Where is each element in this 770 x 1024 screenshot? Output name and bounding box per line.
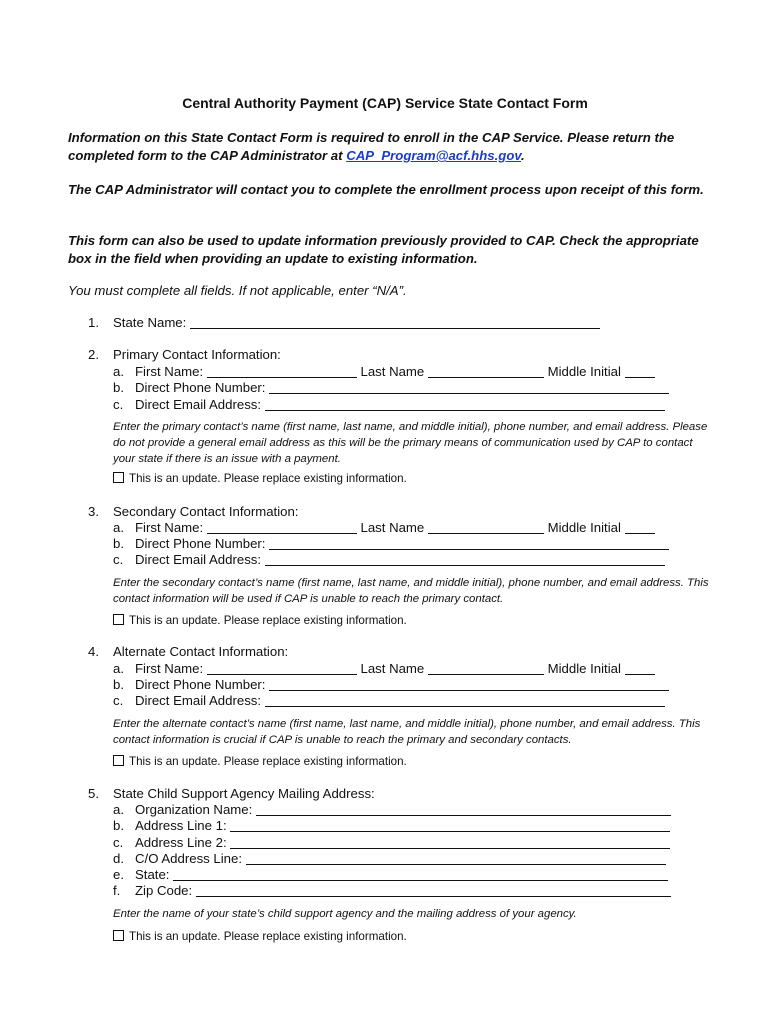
co-address-field[interactable] [246, 852, 666, 865]
intro-end: . [521, 148, 525, 163]
primary-update-checkbox[interactable] [113, 472, 124, 483]
alternate-update-checkbox-row[interactable] [113, 755, 407, 768]
intro-paragraph-2: The CAP Administrator will contact you to complete the enrollment process upon receipt of this form. [68, 182, 704, 197]
alternate-middle-initial-field[interactable] [625, 662, 655, 675]
letter-e: e. [113, 867, 124, 882]
last-name-label: Last Name [360, 520, 425, 535]
letter-c: c. [113, 693, 124, 708]
alternate-first-name-field[interactable] [207, 662, 357, 675]
address-line-2-field[interactable] [230, 836, 670, 849]
alternate-phone-field[interactable] [269, 678, 669, 691]
email-link[interactable]: CAP_Program@acf.hhs.gov [346, 148, 522, 163]
state-name-row [113, 315, 600, 330]
zip-label: Zip Code: [135, 883, 193, 898]
section-3-number: 3. [88, 504, 99, 519]
primary-middle-initial-field[interactable] [625, 365, 655, 378]
alternate-email-row [113, 693, 665, 708]
letter-b: b. [113, 818, 124, 833]
letter-a: a. [113, 802, 124, 817]
section-2-number: 2. [88, 347, 99, 362]
email-label: Direct Email Address: [135, 693, 262, 708]
address-line-2-row [113, 835, 670, 850]
section-3-note: Enter the secondary contact’s name (first name, last name, and middle initial), phone number, and email address. This contact information will be used if CAP is unable to reach the primary contact. [113, 577, 709, 605]
letter-c: c. [113, 552, 124, 567]
section-3-heading: Secondary Contact Information: [113, 504, 299, 519]
secondary-name-row [113, 520, 655, 535]
section-4-note: Enter the alternate contact’s name (first name, last name, and middle initial), phone number, and email address. This contact information is crucial if CAP is unable to reach the primary and secondary contacts. [113, 718, 701, 746]
address-line-1-row [113, 818, 670, 833]
org-name-label: Organization Name: [135, 802, 253, 817]
primary-first-name-field[interactable] [207, 365, 357, 378]
update-label: This is an update. Please replace existing information. [129, 755, 407, 768]
phone-label: Direct Phone Number: [135, 536, 266, 551]
zip-row [113, 883, 671, 898]
primary-name-row [113, 364, 655, 379]
last-name-label: Last Name [360, 661, 425, 676]
primary-phone-row [113, 380, 669, 395]
secondary-update-checkbox-row[interactable] [113, 614, 407, 627]
letter-a: a. [113, 661, 124, 676]
alternate-update-checkbox[interactable] [113, 755, 124, 766]
letter-b: b. [113, 380, 124, 395]
section-4-number: 4. [88, 644, 99, 659]
org-name-field[interactable] [256, 803, 671, 816]
last-name-label: Last Name [360, 364, 425, 379]
secondary-phone-row [113, 536, 669, 551]
alternate-phone-row [113, 677, 669, 692]
secondary-first-name-field[interactable] [207, 521, 357, 534]
zip-field[interactable] [196, 884, 671, 897]
secondary-phone-field[interactable] [269, 537, 669, 550]
first-name-label: First Name: [135, 364, 204, 379]
alternate-last-name-field[interactable] [428, 662, 544, 675]
letter-b: b. [113, 536, 124, 551]
section-2-heading: Primary Contact Information: [113, 347, 281, 362]
update-label: This is an update. Please replace existing information. [129, 614, 407, 627]
primary-last-name-field[interactable] [428, 365, 544, 378]
state-label: State: [135, 867, 170, 882]
state-field[interactable] [173, 868, 668, 881]
intro-text-1: Information on this State Contact Form is required to enroll in the CAP Service. Please return the completed form to the CAP Administrator at [68, 130, 675, 163]
secondary-last-name-field[interactable] [428, 521, 544, 534]
letter-d: d. [113, 851, 124, 866]
middle-initial-label: Middle Initial [547, 661, 621, 676]
secondary-email-row [113, 552, 665, 567]
primary-update-checkbox-row[interactable] [113, 472, 407, 485]
email-label: Direct Email Address: [135, 397, 262, 412]
middle-initial-label: Middle Initial [547, 520, 621, 535]
letter-a: a. [113, 364, 124, 379]
first-name-label: First Name: [135, 520, 204, 535]
address-line-1-field[interactable] [230, 819, 670, 832]
intro-paragraph-1 [68, 129, 708, 165]
alternate-name-row [113, 661, 655, 676]
letter-b: b. [113, 677, 124, 692]
first-name-label: First Name: [135, 661, 204, 676]
primary-phone-field[interactable] [269, 381, 669, 394]
letter-a: a. [113, 520, 124, 535]
phone-label: Direct Phone Number: [135, 677, 266, 692]
section-4-heading: Alternate Contact Information: [113, 644, 289, 659]
state-name-field[interactable] [190, 316, 600, 329]
page-title: Central Authority Payment (CAP) Service State Contact Form [182, 95, 588, 111]
section-5-heading: State Child Support Agency Mailing Address: [113, 786, 375, 801]
secondary-middle-initial-field[interactable] [625, 521, 655, 534]
state-row [113, 867, 668, 882]
email-label: Direct Email Address: [135, 552, 262, 567]
address-line-1-label: Address Line 1: [135, 818, 227, 833]
section-5-number: 5. [88, 786, 99, 801]
section-2-note: Enter the primary contact’s name (first name, last name, and middle initial), phone number, and email address. Please do not provide a general email address as this will be the primary means of communication used by CAP to contact your state if there is an issue with a payment. [113, 421, 708, 465]
section-1-number: 1. [88, 315, 99, 330]
update-label: This is an update. Please replace existing information. [129, 472, 407, 485]
intro-paragraph-4: You must complete all fields. If not applicable, enter “N/A”. [68, 283, 407, 298]
address-line-2-label: Address Line 2: [135, 835, 227, 850]
state-name-label: State Name: [113, 315, 187, 330]
middle-initial-label: Middle Initial [547, 364, 621, 379]
primary-email-row [113, 397, 665, 412]
mailing-update-checkbox-row[interactable] [113, 930, 407, 943]
primary-email-field[interactable] [265, 398, 665, 411]
mailing-update-checkbox[interactable] [113, 930, 124, 941]
letter-c: c. [113, 397, 124, 412]
secondary-update-checkbox[interactable] [113, 614, 124, 625]
letter-f: f. [113, 883, 121, 898]
intro-paragraph-3: This form can also be used to update information previously provided to CAP. Check the appropriate box in the field when providing an update to existing information. [68, 233, 699, 266]
alternate-email-field[interactable] [265, 694, 665, 707]
letter-c: c. [113, 835, 124, 850]
co-address-row [113, 851, 666, 866]
co-address-label: C/O Address Line: [135, 851, 243, 866]
secondary-email-field[interactable] [265, 553, 665, 566]
org-name-row [113, 802, 671, 817]
update-label: This is an update. Please replace existing information. [129, 930, 407, 943]
section-5-note: Enter the name of your state’s child support agency and the mailing address of your agency. [113, 908, 577, 920]
phone-label: Direct Phone Number: [135, 380, 266, 395]
